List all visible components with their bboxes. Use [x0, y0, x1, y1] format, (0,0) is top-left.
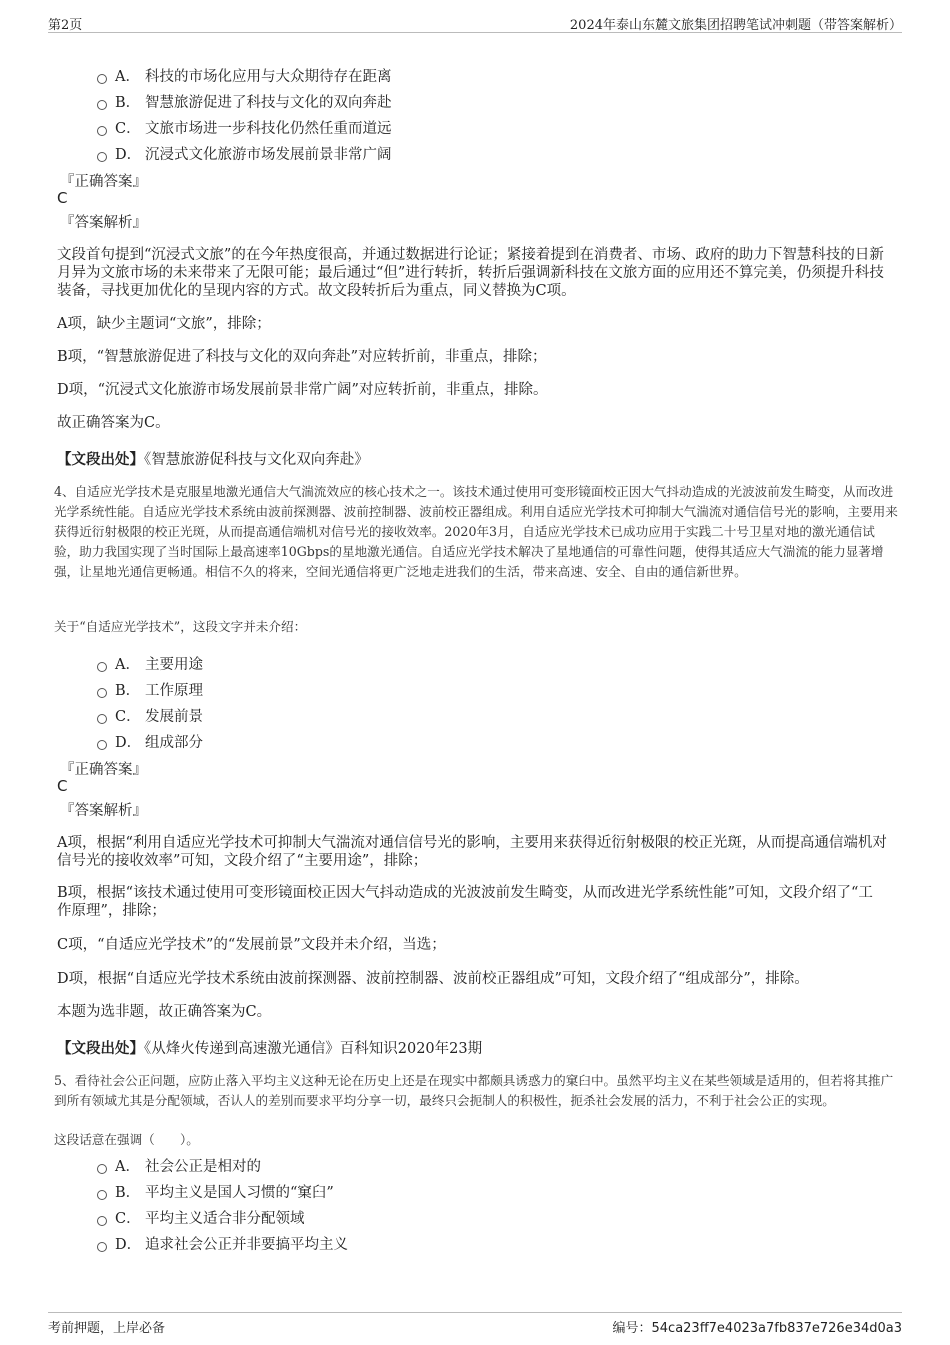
q5-option-d[interactable]: D． 追求社会公正并非要搞平均主义 — [97, 1233, 348, 1255]
radio-icon[interactable] — [97, 1164, 107, 1174]
analysis-label: 『答案解析』 — [60, 215, 147, 231]
document-title: 2024年泰山东麓文旅集团招聘笔试冲刺题（带答案解析） — [569, 18, 902, 33]
q4-option-d[interactable]: D． 组成部分 — [97, 731, 203, 753]
radio-icon[interactable] — [97, 662, 107, 672]
analysis-paragraph: 文段首句提到“沉浸式文旅”的在今年热度很高，并通过数据进行论证；紧接着提到在消费者、市场、政府的助力下智慧科技的日新月异为文旅市场的未来带来了无限可能；最后通过“但”进行转折，转折后强调新科技在文旅方面的应用还不算完美，仍须提升科技装备，寻找更加优化的呈现内容的方式。故文段转折后为重点，同义替换为C项。 — [57, 247, 884, 299]
radio-icon[interactable] — [97, 126, 107, 136]
radio-icon[interactable] — [97, 1190, 107, 1200]
q4-option-b[interactable]: B． 工作原理 — [97, 679, 203, 701]
analysis-paragraph: D项，根据“自适应光学技术系统由波前探测器、波前控制器、波前校正器组成”可知，文段介绍了“组成部分”，排除。 — [57, 971, 809, 987]
q5-option-c[interactable]: C． 平均主义适合非分配领域 — [97, 1207, 305, 1229]
analysis-label: 『答案解析』 — [60, 803, 147, 819]
analysis-paragraph: 故正确答案为C。 — [57, 415, 170, 431]
analysis-paragraph: A项，根据“利用自适应光学技术可抑制大气湍流对通信信号光的影响，主要用来获得近衍射极限的校正光斑，从而提高通信端机对信号光的接收效率”可知，文段介绍了“主要用途”，排除； — [57, 835, 887, 869]
question-prompt: 关于“自适应光学技术”，这段文字并未介绍： — [54, 619, 307, 634]
source-line: 【文段出处】《智慧旅游促科技与文化双向奔赴》 — [57, 451, 369, 468]
analysis-paragraph: 本题为选非题，故正确答案为C。 — [57, 1004, 272, 1020]
q4-option-c[interactable]: C． 发展前景 — [97, 705, 203, 727]
q3-option-d[interactable]: D． 沉浸式文化旅游市场发展前景非常广阔 — [97, 143, 392, 165]
analysis-paragraph: C项，“自适应光学技术”的“发展前景”文段并未介绍，当选； — [57, 937, 446, 953]
source-line: 【文段出处】《从烽火传递到高速激光通信》百科知识2020年23期 — [57, 1040, 483, 1057]
q4-option-a[interactable]: A． 主要用途 — [97, 653, 203, 675]
q5-option-a[interactable]: A． 社会公正是相对的 — [97, 1155, 261, 1177]
answer-label: 『正确答案』 — [60, 762, 147, 778]
question-text: 4、自适应光学技术是克服星地激光通信大气湍流效应的核心技术之一。该技术通过使用可变形镜面校正因大气抖动造成的光波波前发生畸变，从而改进光学系统性能。自适应光学技术系统由波前探测器、波前控制器、波前校正器组成。利用自适应光学技术可抑制大气湍流对通信信号光的影响，主要用来获得近衍射极限的校正光斑，从而提高通信端机对信号光的接收效率。2020年3月，自适应光学技术已成功应用于实践二十号卫星对地的激光通信试验，助力我国实现了当时国际上最高速率10Gbps的星地激光通信。自适应光学技术解决了星地通信的可靠性问题，使得其适应大气湍流的能力显著增强，让星地光通信更畅通。相信不久的将来，空间光通信将更广泛地走进我们的生活，带来高速、安全、自由的通信新世界。 — [54, 484, 898, 579]
answer-value: C — [57, 777, 68, 795]
question-text: 5、看待社会公正问题，应防止落入平均主义这种无论在历史上还是在现实中都颇具诱惑力的窠臼中。虽然平均主义在某些领域是适用的，但若将其推广到所有领域尤其是分配领域，否认人的差别而要求平均分享一切，最终只会扼制人的积极性，扼杀社会发展的活力，不利于社会公正的实现。 — [54, 1073, 894, 1108]
radio-icon[interactable] — [97, 74, 107, 84]
q3-option-c[interactable]: C． 文旅市场进一步科技化仍然任重而道远 — [97, 117, 392, 139]
q3-option-b[interactable]: B． 智慧旅游促进了科技与文化的双向奔赴 — [97, 91, 392, 113]
question-prompt: 这段话意在强调（ ）。 — [54, 1132, 199, 1147]
q5-option-b[interactable]: B． 平均主义是国人习惯的“窠臼” — [97, 1181, 334, 1203]
page-header — [48, 12, 902, 33]
radio-icon[interactable] — [97, 100, 107, 110]
page-number: 第2页 — [48, 18, 83, 33]
q3-option-a[interactable]: A． 科技的市场化应用与大众期待存在距离 — [97, 65, 392, 87]
radio-icon[interactable] — [97, 1242, 107, 1252]
radio-icon[interactable] — [97, 714, 107, 724]
answer-value: C — [57, 189, 68, 207]
analysis-paragraph: A项，缺少主题词“文旅”，排除； — [57, 316, 271, 332]
analysis-paragraph: B项，根据“该技术通过使用可变形镜面校正因大气抖动造成的光波波前发生畸变，从而改进光学系统性能”可知，文段介绍了“工作原理”，排除； — [57, 885, 873, 919]
radio-icon[interactable] — [97, 688, 107, 698]
analysis-paragraph: D项，“沉浸式文化旅游市场发展前景非常广阔”对应转折前，非重点，排除。 — [57, 382, 548, 398]
analysis-paragraph: B项，“智慧旅游促进了科技与文化的双向奔赴”对应转折前，非重点，排除； — [57, 349, 547, 365]
radio-icon[interactable] — [97, 152, 107, 162]
answer-label: 『正确答案』 — [60, 174, 147, 190]
radio-icon[interactable] — [97, 740, 107, 750]
radio-icon[interactable] — [97, 1216, 107, 1226]
footer-slogan: 考前押题，上岸必备 — [48, 1321, 166, 1336]
document-code: 编号：54ca23ff7e4023a7fb837e726e34d0a3 — [612, 1321, 902, 1336]
page-footer — [48, 1312, 902, 1337]
